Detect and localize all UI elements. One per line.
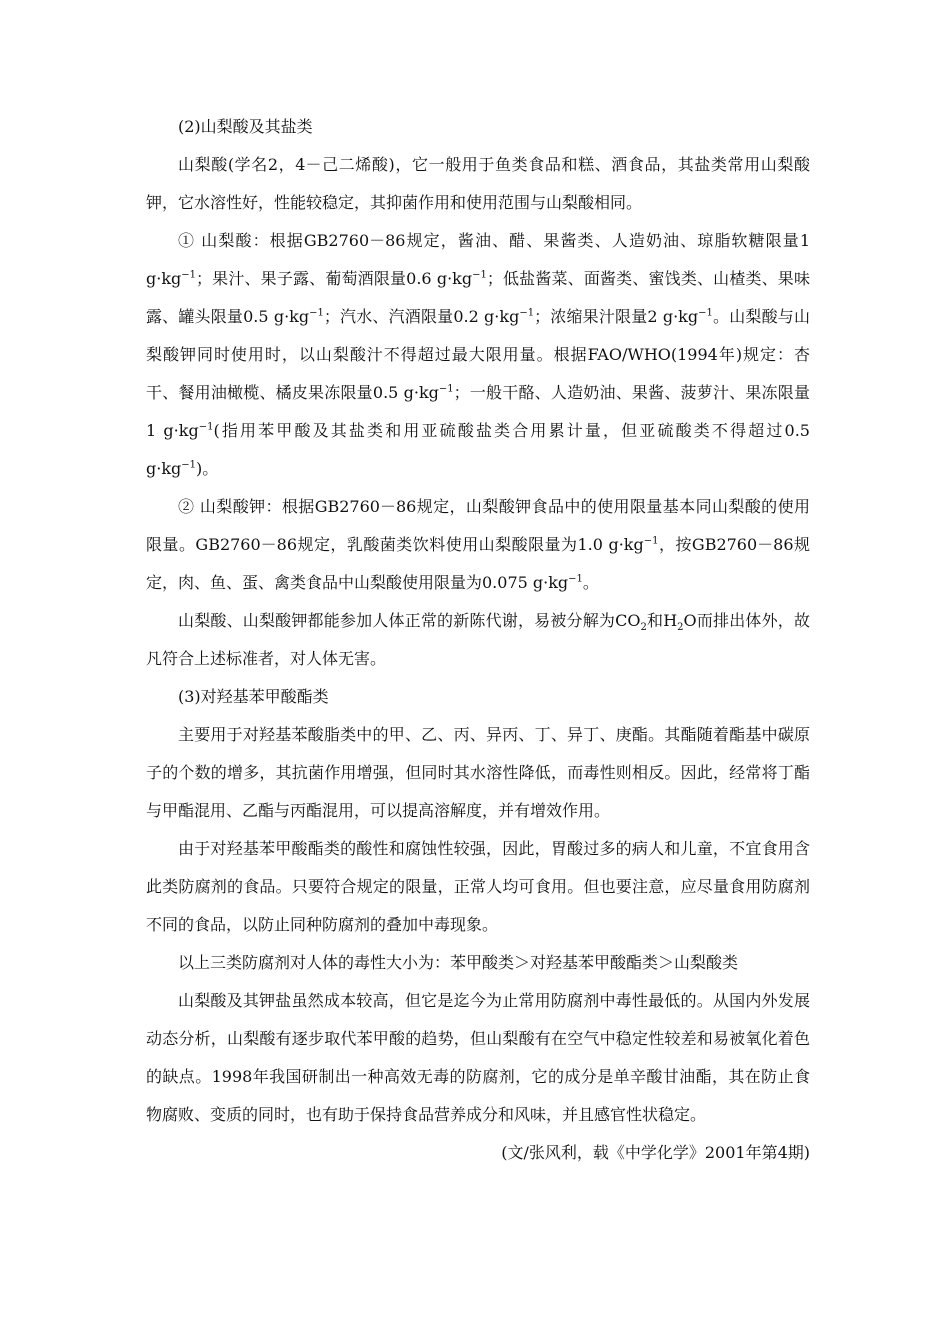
text-run: ；汽水、汽酒限量0.2 g·kg — [323, 307, 520, 326]
superscript-unit: −1 — [438, 383, 454, 395]
paragraph-toxicity-ranking: 以上三类防腐剂对人体的毒性大小为：苯甲酸类＞对羟基苯甲酸酯类＞山梨酸类 — [178, 953, 739, 972]
superscript-unit: −1 — [181, 269, 197, 281]
superscript-unit: −1 — [198, 421, 214, 433]
text-run: ① 山梨酸：根据GB2760－86规定，酱油、醋、果酱类、人造奶油、琼脂软糖限量1 g·kg — [146, 231, 810, 288]
superscript-unit: −1 — [568, 573, 583, 585]
text-run: 山梨酸、山梨酸钾都能参加人体正常的新陈代谢，易被分解为CO — [178, 611, 641, 630]
superscript-unit: −1 — [181, 459, 197, 471]
text-run: 。 — [582, 573, 599, 592]
text-run: )。 — [196, 459, 219, 478]
text-run: ，按GB2760－86规定，肉、鱼、蛋、禽类食品中山梨酸使用限量为0.075 g·kg — [146, 535, 810, 592]
text-run: ；低盐酱菜、面酱类、蜜饯类、山楂类、果味露、罐头限量0.5 g·kg — [146, 269, 810, 326]
document-body — [146, 108, 810, 1172]
text-run: O而排出体外，故凡符合上述标准者，对人体无害。 — [146, 611, 810, 668]
superscript-unit: −1 — [643, 535, 659, 547]
paragraph-paraben-caution: 由于对羟基苯甲酸酯类的酸性和腐蚀性较强，因此，胃酸过多的病人和儿童，不宜食用含此类防腐剂的食品。只要符合规定的限量，正常人均可食用。但也要注意，应尽量食用防腐剂不同的食品，以防止同种防腐剂的叠加中毒现象。 — [146, 839, 810, 934]
paragraph-potassium-sorbate-limits — [146, 488, 810, 602]
paragraph-sorbic-acid-limits — [146, 222, 810, 488]
text-run: (指用苯甲酸及其盐类和用亚硫酸盐类合用累计量，但亚硫酸类不得超过0.5 g·kg — [146, 421, 810, 478]
paragraph-sorbic-metabolism — [146, 602, 810, 678]
text-run: 。山梨酸与山梨酸钾同时使用时，以山梨酸汁不得超过最大限用量。根据FAO/WHO(1994年)规定：杏干、餐用油橄榄、橘皮果冻限量0.5 g·kg — [146, 307, 810, 402]
paragraph-paraben-usage: 主要用于对羟基苯酸脂类中的甲、乙、丙、异丙、丁、异丁、庚酯。其酯随着酯基中碳原子的个数的增多，其抗菌作用增强，但同时其水溶性降低，而毒性则相反。因此，经常将丁酯与甲酯混用、乙酯与丙酯混用，可以提高溶解度，并有增效作用。 — [146, 725, 810, 820]
source-citation: (文/张风利，载《中学化学》2001年第4期) — [501, 1143, 810, 1162]
superscript-unit: −1 — [472, 269, 487, 281]
paragraph-sorbic-intro: 山梨酸(学名2，4－己二烯酸)，它一般用于鱼类食品和糕、酒食品，其盐类常用山梨酸钾，它水溶性好，性能较稳定，其抑菌作用和使用范围与山梨酸相同。 — [146, 155, 810, 212]
section-heading-sorbic-acid: (2)山梨酸及其盐类 — [178, 117, 313, 136]
text-run: ；一般干酪、人造奶油、果酱、菠萝汁、果冻限量1 g·kg — [146, 383, 810, 440]
superscript-unit: −1 — [309, 307, 324, 319]
superscript-unit: −1 — [698, 307, 713, 319]
text-run: ；浓缩果汁限量2 g·kg — [534, 307, 699, 326]
text-run: ；果汁、果子露、葡萄酒限量0.6 g·kg — [196, 269, 473, 288]
paragraph-conclusion: 山梨酸及其钾盐虽然成本较高，但它是迄今为止常用防腐剂中毒性最低的。从国内外发展动态分析，山梨酸有逐步取代苯甲酸的趋势，但山梨酸有在空气中稳定性较差和易被氧化着色的缺点。1998年我国研制出一种高效无毒的防腐剂，它的成分是单辛酸甘油酯，其在防止食物腐败、变质的同时，也有助于保持食品营养成分和风味，并且感官性状稳定。 — [146, 991, 810, 1124]
subscript-2: 2 — [640, 622, 647, 634]
section-heading-parabens: (3)对羟基苯甲酸酯类 — [178, 687, 329, 706]
text-run: 和H — [646, 611, 678, 630]
superscript-unit: −1 — [519, 307, 535, 319]
subscript-2: 2 — [677, 622, 684, 634]
text-run: ② 山梨酸钾：根据GB2760－86规定，山梨酸钾食品中的使用限量基本同山梨酸的使用限量。GB2760－86规定，乳酸菌类饮料使用山梨酸限量为1.0 g·kg — [146, 497, 810, 554]
